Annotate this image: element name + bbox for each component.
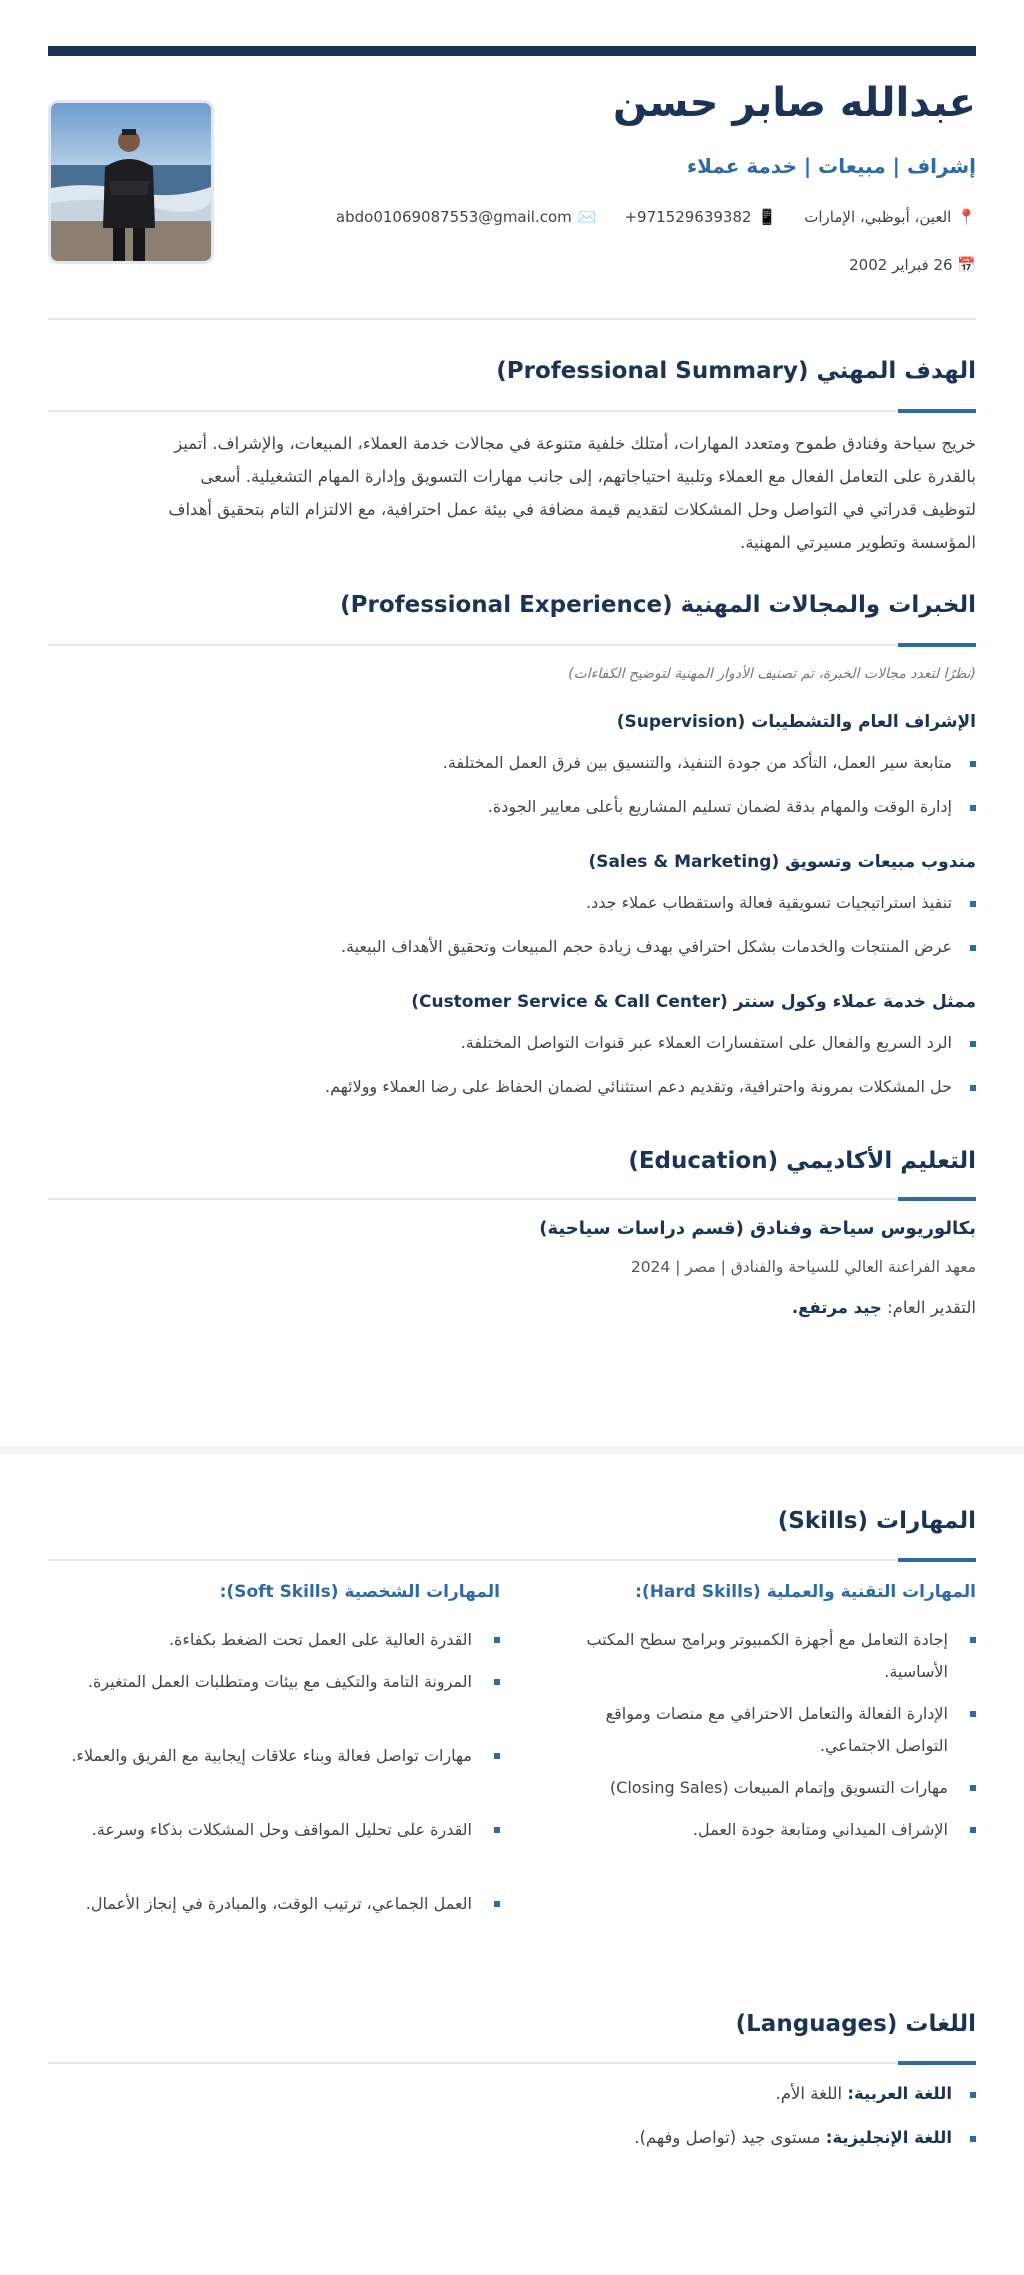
language-level: اللغة الأم. [775,2084,843,2103]
language-item [776,2084,976,2103]
contact-info [336,208,976,226]
experience-section-title: الخبرات والمجالات المهنية (Professional Experience) [340,592,976,618]
bullet-square-icon [970,945,976,951]
bullet-square-icon [970,1785,976,1791]
resume-header [48,80,976,274]
language-level: مستوى جيد (تواصل وفهم). [634,2128,821,2147]
education-degree: بكالوريوس سياحة وفنادق (قسم دراسات سياحية) [539,1218,976,1239]
experience-note: (نظرًا لتعدد مجالات الخبرة، تم تصنيف الأدوار المهنية لتوضيح الكفاءات) [568,666,976,682]
hard-skill-item: إجادة التعامل مع أجهزة الكمبيوتر وبرامج سطح المكتب الأساسية. [556,1624,976,1688]
grade-value: جيد مرتفع. [791,1298,882,1317]
profile-photo [48,100,214,264]
email-text: abdo01069087553@gmail.com [335,208,572,226]
experience-item: متابعة سير العمل، التأكد من جودة التنفيذ، والتنسيق بين فرق العمل المختلفة. [443,753,976,772]
soft-skill-item: العمل الجماعي، ترتيب الوقت، والمبادرة في إنجاز الأعمال. [60,1888,500,1920]
candidate-name: عبدالله صابر حسن [612,80,976,126]
education-institute: معهد الفراعنة العالي للسياحة والفنادق | مصر | 2024 [630,1258,976,1276]
soft-skill-item: المرونة التامة والتكيف مع بيئات ومتطلبات العمل المتغيرة. [60,1666,500,1698]
bullet-square-icon [494,1901,500,1907]
envelope-icon: ✉️ [577,208,597,226]
experience-item: الرد السريع والفعال على استفسارات العملاء عبر قنوات التواصل المختلفة. [461,1033,976,1052]
experience-accent [898,643,976,647]
soft-skill-item: القدرة العالية على العمل تحت الضغط بكفاءة. [60,1624,500,1656]
location-pin-icon: 📍 [957,208,976,226]
bullet-square-icon [494,1637,500,1643]
hard-skill-item: الإشراف الميداني ومتابعة جودة العمل. [556,1814,976,1846]
bullet-square-icon [970,2136,976,2142]
header-divider [48,318,976,320]
experience-group-title: الإشراف العام والتشطيبات (Supervision) [616,712,976,732]
birth-date-item [849,256,976,274]
experience-item: عرض المنتجات والخدمات بشكل احترافي بهدف زيادة حجم المبيعات وتحقيق الأهداف البيعية. [341,937,976,956]
hard-skill-item: مهارات التسويق وإتمام المبيعات (Closing Sales) [556,1772,976,1804]
experience-item: إدارة الوقت والمهام بدقة لضمان تسليم المشاريع بأعلى معايير الجودة. [488,797,976,816]
bullet-square-icon [970,1085,976,1091]
location-item [804,208,976,226]
experience-item: حل المشكلات بمرونة واحترافية، وتقديم دعم استثنائي لضمان الحفاظ على رضا العملاء وولائهم. [325,1077,976,1096]
language-name: اللغة العربية: [847,2084,952,2103]
summary-line: بالقدرة على التعامل الفعال مع العملاء وتلبية احتياجاتهم، إلى جانب مهارات التسويق وإدارة المهام التشغيلية. أسعى [200,467,976,486]
languages-accent [898,2061,976,2065]
bullet-square-icon [970,1711,976,1717]
education-accent [898,1197,976,1201]
bullet-square-icon [970,2092,976,2098]
email-item [336,208,597,226]
experience-item: تنفيذ استراتيجيات تسويقية فعالة واستقطاب عملاء جدد. [586,893,976,912]
experience-group-title: مندوب مبيعات وتسويق (Sales & Marketing) [588,852,976,872]
summary-rule [48,410,976,412]
phone-text: 971529639382+ [624,208,752,226]
bullet-square-icon [970,805,976,811]
bullet-square-icon [494,1827,500,1833]
skills-rule [48,1559,976,1561]
bullet-square-icon [494,1753,500,1759]
summary-line: خريج سياحة وفنادق طموح ومتعدد المهارات، أمتلك خلفية متنوعة في مجالات خدمة العملاء، المبيعات، والإشراف. أتميز [174,434,976,453]
skills-section-title: المهارات (Skills) [777,1508,976,1534]
phone-item [624,208,776,226]
candidate-roles: إشراف | مبيعات | خدمة عملاء [686,154,976,178]
language-name: اللغة الإنجليزية: [825,2128,952,2147]
experience-rule [48,644,976,646]
phone-icon: 📱 [757,208,777,226]
summary-paragraph [48,427,976,559]
language-item [634,2128,976,2147]
calendar-icon: 📅 [957,256,976,274]
bullet-square-icon [970,1041,976,1047]
page-separator [0,1446,1024,1454]
bullet-square-icon [970,901,976,907]
summary-section-title: الهدف المهني (Professional Summary) [496,358,976,384]
skills-accent [898,1558,976,1562]
birth-date-text: 26 فبراير 2002 [849,256,953,274]
soft-skill-item: القدرة على تحليل المواقف وحل المشكلات بذكاء وسرعة. [60,1814,500,1846]
resume-page-2 [0,1454,1024,2275]
experience-group-title: ممثل خدمة عملاء وكول سنتر (Customer Service & Call Center) [411,992,976,1012]
summary-line: لتوظيف قدراتي في التواصل وحل المشكلات لتقديم قيمة مضافة في بيئة عمل احترافية، مع الالتزام التام بتحقيق أهداف [168,500,976,519]
grade-label: التقدير العام: [887,1298,976,1317]
soft-skills-title: المهارات الشخصية (Soft Skills): [219,1582,500,1602]
education-grade [792,1298,976,1317]
location-text: العين، أبوظبي، الإمارات [804,208,952,226]
bullet-square-icon [970,761,976,767]
education-rule [48,1198,976,1200]
education-section-title: التعليم الأكاديمي (Education) [628,1148,976,1174]
languages-section-title: اللغات (Languages) [735,2011,976,2037]
profile-photo-image [51,103,211,261]
languages-rule [48,2062,976,2064]
bullet-square-icon [494,1679,500,1685]
hard-skills-title: المهارات التقنية والعملية (Hard Skills): [635,1582,976,1602]
summary-accent [898,409,976,413]
top-accent-bar [48,46,976,56]
bullet-square-icon [970,1637,976,1643]
summary-line: المؤسسة وتطوير مسيرتي المهنية. [740,533,976,552]
soft-skill-item: مهارات تواصل فعالة وبناء علاقات إيجابية مع الفريق والعملاء. [60,1740,500,1772]
bullet-square-icon [970,1827,976,1833]
hard-skill-item: الإدارة الفعالة والتعامل الاحترافي مع منصات ومواقع التواصل الاجتماعي. [556,1698,976,1762]
